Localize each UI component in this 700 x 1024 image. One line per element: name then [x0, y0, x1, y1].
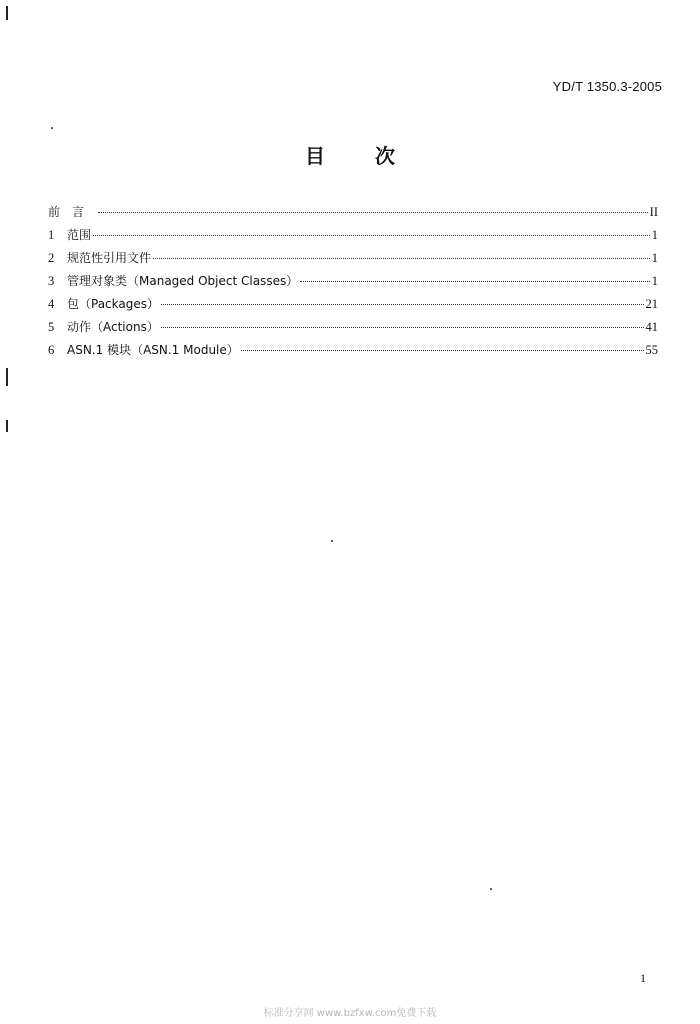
toc-entry-page: 41 — [645, 320, 658, 334]
toc-entry-asn1-module[interactable] — [48, 341, 658, 364]
watermark-text: 标准分享网 www.bzfxw.com免费下载 — [263, 1008, 437, 1019]
toc-entry-number: 4 — [48, 297, 55, 311]
toc-entry-label: 范围 — [67, 228, 92, 242]
toc-entry-page: 55 — [645, 343, 658, 357]
toc-entry-page: 1 — [651, 251, 658, 265]
toc-entry-label: 前言 — [48, 205, 97, 219]
toc-leader-dots — [153, 258, 650, 259]
scan-speck — [490, 888, 492, 890]
toc-leader-dots — [161, 304, 644, 305]
toc-entry-number: 2 — [48, 251, 55, 265]
toc-entry-page: 1 — [651, 228, 658, 242]
scan-mark — [6, 368, 8, 386]
toc-entry-page: 21 — [645, 297, 658, 311]
toc-entry-number: 3 — [48, 274, 55, 288]
toc-entry-scope[interactable] — [48, 226, 658, 249]
toc-leader-dots — [300, 281, 650, 282]
toc-entry-number: 1 — [48, 228, 55, 242]
standard-code: YD/T 1350.3-2005 — [552, 79, 662, 94]
toc-leader-dots — [93, 235, 650, 236]
scan-speck — [51, 127, 53, 129]
toc-entry-page: 1 — [651, 274, 658, 288]
toc-entry-packages[interactable] — [48, 295, 658, 318]
toc-entry-number: 6 — [48, 343, 55, 357]
toc-entry-managed-object-classes[interactable] — [48, 272, 658, 295]
toc-entry-normative-references[interactable] — [48, 249, 658, 272]
toc-entry-label: 管理对象类（Managed Object Classes） — [67, 274, 299, 288]
toc-entry-label: 规范性引用文件 — [67, 251, 152, 265]
toc-leader-dots — [161, 327, 644, 328]
toc-entry-label: 动作（Actions） — [67, 320, 159, 334]
toc-entry-label: 包（Packages） — [67, 297, 159, 311]
page-title: 目次 — [305, 144, 445, 168]
scan-mark — [6, 420, 8, 432]
toc-entry-actions[interactable] — [48, 318, 658, 341]
toc-entry-number: 5 — [48, 320, 55, 334]
toc-entry-page: II — [649, 205, 658, 219]
scan-mark — [6, 6, 8, 20]
page-number: 1 — [640, 971, 646, 985]
toc-leader-dots — [241, 350, 644, 351]
toc-leader-dots — [98, 212, 648, 213]
toc-entry-preface[interactable] — [48, 203, 658, 226]
toc-entry-label: ASN.1 模块（ASN.1 Module） — [67, 343, 239, 357]
scan-speck — [331, 540, 333, 542]
table-of-contents — [48, 203, 658, 364]
